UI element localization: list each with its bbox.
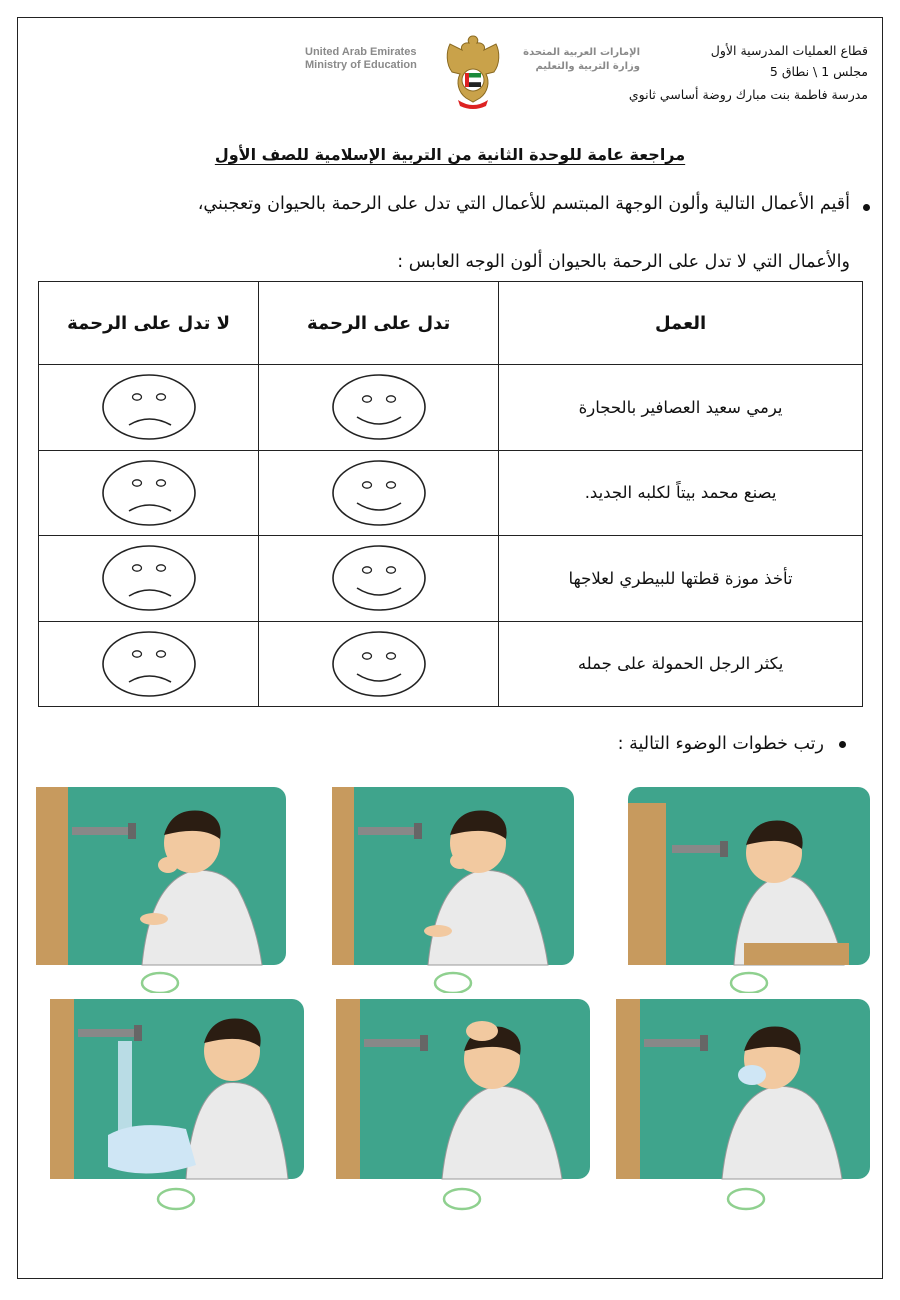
action-cell: يرمي سعيد العصافير بالحجارة [499, 365, 863, 451]
page-title: مراجعة عامة للوحدة الثانية من التربية الإسلامية للصف الأول [214, 145, 686, 164]
table-row [39, 536, 863, 622]
action-cell: تأخذ موزة قطتها للبيطري لعلاجها [499, 536, 863, 622]
wudu-step-washing-feet [36, 995, 312, 1211]
action-cell: يكثر الرجل الحمولة على جمله [499, 621, 863, 707]
column-header-no-mercy: لا تدل على الرحمة [39, 282, 259, 365]
happy-face-cell[interactable] [259, 536, 499, 622]
mercy-table [38, 281, 863, 707]
school-name-line: مدرسة فاطمة بنت مبارك روضة أساسي ثانوي [628, 87, 868, 102]
happy-face-cell[interactable] [259, 621, 499, 707]
wudu-step-washing-face [612, 995, 874, 1211]
happy-face-icon[interactable] [331, 630, 427, 698]
column-header-mercy: تدل على الرحمة [259, 282, 499, 365]
wudu-step-washing-nose [328, 783, 578, 993]
instruction-1-line-1: أقيم الأعمال التالية وألون الوجهة المبتسم للأعمال التي تدل على الرحمة بالحيوان وتعجبني، [197, 194, 850, 214]
sector-line: قطاع العمليات المدرسية الأول [710, 43, 868, 58]
sad-face-cell[interactable] [39, 621, 259, 707]
instruction-1-line-2: والأعمال التي لا تدل على الرحمة بالحيوان ألون الوجه العابس : [397, 252, 850, 272]
sad-face-icon[interactable] [101, 459, 197, 527]
wudu-steps-grid [32, 783, 874, 1213]
happy-face-cell[interactable] [259, 365, 499, 451]
bullet-icon [839, 741, 846, 748]
wudu-step-rinsing-mouth [32, 783, 290, 993]
happy-face-icon[interactable] [331, 544, 427, 612]
uae-emblem-icon [438, 30, 508, 110]
action-cell: يصنع محمد بيتاً لكلبه الجديد. [499, 450, 863, 536]
wudu-step-washing-ears [624, 783, 874, 993]
table-row [39, 450, 863, 536]
bullet-icon [863, 204, 870, 211]
instruction-2: رتب خطوات الوضوء التالية : [617, 734, 824, 754]
sad-face-cell[interactable] [39, 365, 259, 451]
happy-face-icon[interactable] [331, 459, 427, 527]
table-row [39, 621, 863, 707]
sad-face-icon[interactable] [101, 630, 197, 698]
happy-face-icon[interactable] [331, 373, 427, 441]
column-header-action: العمل [499, 282, 863, 365]
sad-face-icon[interactable] [101, 373, 197, 441]
sad-face-cell[interactable] [39, 450, 259, 536]
happy-face-cell[interactable] [259, 450, 499, 536]
ministry-logo-arabic: الإمارات العربية المتحدة وزارة التربية والتعليم [523, 47, 640, 72]
ministry-logo-english: United Arab Emirates Ministry of Education [305, 46, 417, 71]
sad-face-icon[interactable] [101, 544, 197, 612]
table-header-row [39, 282, 863, 365]
wudu-step-wiping-head [332, 995, 594, 1211]
table-row [39, 365, 863, 451]
council-line: مجلس 1 \ نطاق 5 [769, 64, 868, 79]
sad-face-cell[interactable] [39, 536, 259, 622]
